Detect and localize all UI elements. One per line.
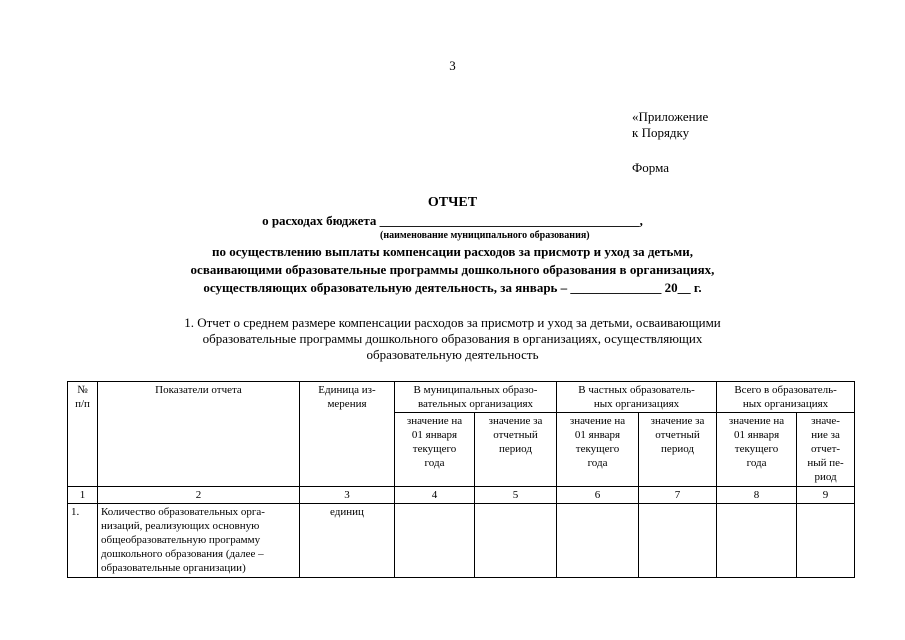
sub-period-narrow-line2: ние за xyxy=(811,429,840,441)
header-municipal-line1: В муниципальных образо- xyxy=(413,384,538,396)
sub-jan-line2: 01 января xyxy=(733,429,780,441)
col-number-9: 9 xyxy=(797,487,855,504)
row-cell-7[interactable] xyxy=(639,504,717,578)
sub-jan-line1: значение на xyxy=(569,415,626,427)
header-private xyxy=(557,382,717,413)
row-indicator-line5: образовательные организации) xyxy=(101,562,246,574)
row-indicator xyxy=(98,504,300,578)
col-number-5: 5 xyxy=(475,487,557,504)
section-title-line3: образовательную деятельность xyxy=(366,347,539,362)
subheader-period-private xyxy=(639,413,717,487)
appendix-label xyxy=(632,109,708,141)
sub-jan-line2: 01 января xyxy=(411,429,458,441)
header-private-line2: ных организациях xyxy=(593,398,680,410)
header-total-line1: Всего в образователь- xyxy=(734,384,837,396)
header-total-line2: ных организациях xyxy=(742,398,829,410)
sub-jan-line1: значение на xyxy=(728,415,785,427)
sub-jan-line3: текущего xyxy=(412,443,457,455)
section-title-line1: 1. Отчет о среднем размере компенсации расходов за присмотр и уход за детьми, осваивающими xyxy=(184,315,721,330)
sub-jan-line3: текущего xyxy=(575,443,620,455)
row-indicator-line4: дошкольного образования (далее – xyxy=(101,548,264,560)
sub-period-narrow-line5: риод xyxy=(814,471,837,483)
header-private-line1: В частных образователь- xyxy=(578,384,695,396)
header-municipal-line2: вательных организациях xyxy=(417,398,534,410)
form-label: Форма xyxy=(632,160,669,175)
sub-period-narrow-line3: отчет- xyxy=(811,443,841,455)
report-heading-line4: осуществляющих образовательную деятельность, за январь – ______________ 20__ г. xyxy=(203,280,702,295)
report-heading-line3: осваивающими образовательные программы дошкольного образования в организациях, xyxy=(190,262,715,277)
sub-period-narrow-line4: ный пе- xyxy=(807,457,844,469)
row-indicator-line2: низаций, реализующих основную xyxy=(101,520,260,532)
row-unit: единиц xyxy=(300,504,395,578)
page-number: 3 xyxy=(449,58,456,73)
sub-jan-line2: 01 января xyxy=(574,429,621,441)
section-title xyxy=(0,315,905,363)
subheader-jan-municipal xyxy=(395,413,475,487)
row-indicator-line1: Количество образовательных орга- xyxy=(101,506,265,518)
subheader-period-municipal xyxy=(475,413,557,487)
sub-period-line2: отчетный xyxy=(493,429,538,441)
report-heading-line2: по осуществлению выплаты компенсации расходов за присмотр и уход за детьми, xyxy=(211,244,694,259)
col-number-1: 1 xyxy=(68,487,98,504)
sub-period-line1: значение за xyxy=(488,415,543,427)
row-cell-9[interactable] xyxy=(797,504,855,578)
report-table xyxy=(67,381,855,578)
header-unit-line2: мерения xyxy=(327,398,367,410)
appendix-line2: к Порядку xyxy=(632,125,690,140)
col-number-7: 7 xyxy=(639,487,717,504)
header-num-line1: № xyxy=(77,384,88,396)
report-heading-line1: о расходах бюджета ________________________________________, xyxy=(262,213,643,228)
sub-period-line1: значение за xyxy=(650,415,705,427)
header-num xyxy=(68,382,98,487)
row-cell-5[interactable] xyxy=(475,504,557,578)
col-number-2: 2 xyxy=(98,487,300,504)
sub-jan-line4: года xyxy=(587,457,608,469)
appendix-line1: «Приложение xyxy=(632,109,709,124)
row-cell-8[interactable] xyxy=(717,504,797,578)
sub-jan-line3: текущего xyxy=(734,443,779,455)
header-unit-line1: Единица из- xyxy=(318,384,376,396)
col-number-8: 8 xyxy=(717,487,797,504)
section-title-line2: образовательные программы дошкольного образования в организациях, осуществляющих xyxy=(202,331,703,346)
header-indicator: Показатели отчета xyxy=(98,382,300,487)
col-number-6: 6 xyxy=(557,487,639,504)
sub-period-line3: период xyxy=(499,443,532,455)
report-title: ОТЧЕТ xyxy=(427,195,478,210)
row-num: 1. xyxy=(68,504,98,578)
municipality-subnote: (наименование муниципального образования) xyxy=(380,230,590,241)
row-cell-4[interactable] xyxy=(395,504,475,578)
header-num-line2: п/п xyxy=(75,398,90,410)
sub-period-narrow-line1: значе- xyxy=(811,415,840,427)
header-municipal xyxy=(395,382,557,413)
sub-jan-line4: года xyxy=(746,457,767,469)
subheader-jan-private xyxy=(557,413,639,487)
sub-period-line3: период xyxy=(661,443,694,455)
table-row xyxy=(68,504,855,578)
row-cell-6[interactable] xyxy=(557,504,639,578)
header-total xyxy=(717,382,855,413)
col-number-3: 3 xyxy=(300,487,395,504)
row-indicator-line3: общеобразовательную программу xyxy=(101,534,261,546)
sub-jan-line1: значение на xyxy=(406,415,463,427)
col-number-4: 4 xyxy=(395,487,475,504)
subheader-jan-total xyxy=(717,413,797,487)
sub-period-line2: отчетный xyxy=(655,429,700,441)
sub-jan-line4: года xyxy=(424,457,445,469)
header-unit xyxy=(300,382,395,487)
subheader-period-total xyxy=(797,413,855,487)
